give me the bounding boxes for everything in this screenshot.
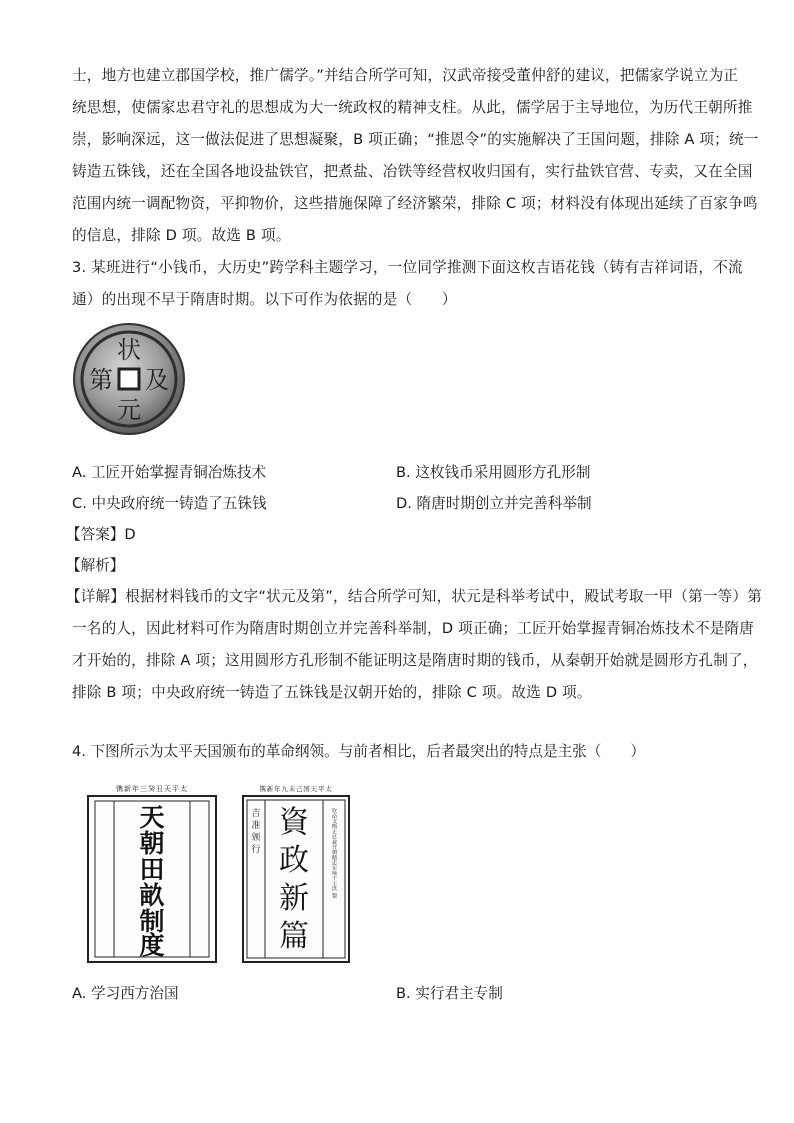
text-line: 一名的人，因此材料可作为隋唐时期创立并完善科举制，D 项正确；工匠开始掌握青铜冶炼技术不是隋唐 <box>72 620 754 637</box>
text-line: 崇，影响深远，这一做法促进了思想凝聚，B 项正确；“推恩令”的实施解决了王国问题，排除 A 项；统一 <box>72 131 759 148</box>
book-cover-zizheng <box>241 782 351 964</box>
q3-analysis-label <box>66 555 125 577</box>
book-cover-svg <box>241 782 351 964</box>
q4-stem: 4. 下图所示为太平天国颁布的革命纲领。与前者相比，后者最突出的特点是主张（ ） <box>72 743 646 760</box>
book2-title-char: 資 <box>279 805 309 840</box>
text-line <box>66 581 763 613</box>
coin-image <box>72 322 186 436</box>
answer-value: D <box>124 526 136 543</box>
book-cover-svg <box>86 782 218 964</box>
q3-detail <box>66 581 763 709</box>
book2-header: 镌新年九未己国天平太 <box>259 785 333 793</box>
book1-title-char: 田 <box>139 855 165 884</box>
book2-side-char: 吉 <box>251 809 261 819</box>
book2-title-char: 篇 <box>279 919 309 954</box>
book1-header: 镌新年三癸丑天平太 <box>116 785 188 793</box>
coin-char-left: 第 <box>89 366 113 394</box>
text-line: 的信息，排除 D 项。故选 B 项。 <box>72 227 291 244</box>
text-line: 统思想，使儒家忠君守礼的思想成为大一统政权的精神支柱。从此，儒学居于主导地位，为历代王朝所推 <box>72 99 753 116</box>
q2-explanation <box>72 60 759 252</box>
q4-option-a: A. 学习西方治国 <box>72 985 179 1002</box>
analysis-label: 【解析】 <box>66 557 125 574</box>
text-line: 3. 某班进行“小钱币，大历史”跨学科主题学习，一位同学推测下面这枚吉语花钱（铸有吉祥词语，不流 <box>72 259 743 276</box>
book1-title-char: 朝 <box>139 829 165 858</box>
book2-title-char: 新 <box>279 881 309 916</box>
coin-svg <box>72 322 186 436</box>
book1-title-char: 畝 <box>139 881 165 910</box>
coin-char-top: 状 <box>117 336 141 364</box>
detail-text: 根据材料钱币的文字“状元及第”，结合所学可知，状元是科举考试中，殿试考取一甲（第一等）第 <box>125 588 763 605</box>
q3-answer <box>66 524 136 546</box>
q3-option-c: C. 中央政府统一铸造了五铢钱 <box>72 495 267 512</box>
text-line: 通）的出现不早于隋唐时期。以下可作为依据的是（ ） <box>72 291 457 308</box>
q3-option-d: D. 隋唐时期创立并完善科举制 <box>396 495 592 512</box>
text-line: 排除 B 项；中央政府统一铸造了五铢钱是汉朝开始的，排除 C 项。故选 D 项。 <box>72 684 592 701</box>
book1-title-char: 制 <box>139 907 165 936</box>
text-line: 才开始的，排除 A 项；这用圆形方孔形制不能证明这是隋唐时期的钱币，从秦朝开始就是圆形方孔制了， <box>72 652 758 669</box>
book1-title-char: 度 <box>139 931 165 960</box>
book-cover-tianchao <box>86 782 218 964</box>
coin-char-right: 及 <box>145 366 169 394</box>
text-line: 士，地方也建立郡国学校，推广儒学。”并结合所学可知，汉武帝接受董仲舒的建议，把儒家学说立为正 <box>72 67 739 84</box>
coin-square-hole <box>119 369 139 389</box>
q4-option-b: B. 实行君主专制 <box>396 985 503 1002</box>
book2-side-char: 行 <box>251 845 261 855</box>
book2-side-right: 钦命文衡正总裁开朝精忠军师干王洪 製 <box>331 808 337 899</box>
q3-stem <box>72 252 743 316</box>
text-line: 范围内统一调配物资，平抑物价，这些措施保障了经济繁荣，排除 C 项；材料没有体现出延续了百家争鸣 <box>72 195 758 212</box>
text-line: 铸造五铢钱，还在全国各地设盐铁官，把煮盐、冶铁等经营权收归国有，实行盐铁官营、专卖，又在全国 <box>72 163 753 180</box>
answer-label: 【答案】 <box>66 526 125 543</box>
q3-option-b: B. 这枚钱币采用圆形方孔形制 <box>396 464 591 481</box>
book2-side-char: 颁 <box>251 833 261 843</box>
detail-label: 【详解】 <box>66 588 126 605</box>
coin-char-bottom: 元 <box>117 396 141 424</box>
book2-side-char: 准 <box>251 821 261 831</box>
q3-option-a: A. 工匠开始掌握青铜冶炼技术 <box>72 464 267 481</box>
book2-title-char: 政 <box>279 843 309 878</box>
book1-title-char: 天 <box>139 803 165 832</box>
